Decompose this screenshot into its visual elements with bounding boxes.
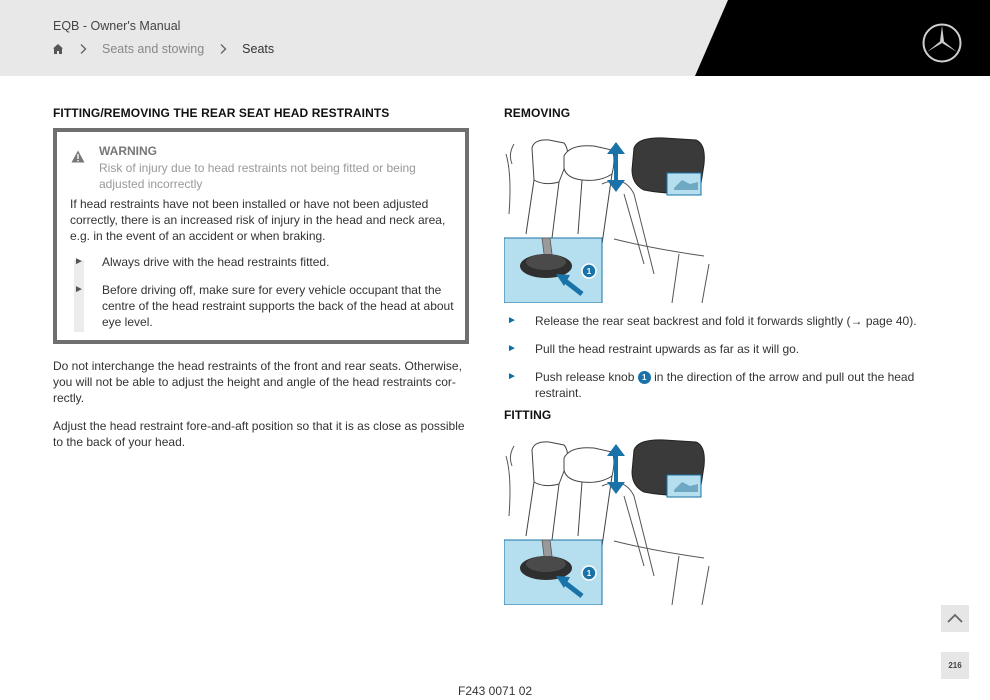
warning-box: [53, 128, 469, 344]
section-title: FITTING/REMOVING THE REAR SEAT HEAD RESTRAINTS: [53, 106, 390, 120]
breadcrumb-current: Seats: [242, 42, 275, 56]
warning-body: If head restraints have not been installed or have not been adjusted correctly, there is an increased risk of injury in the head and neck area, e.g. in the event of an accident or when braking.: [70, 197, 446, 243]
bullet-arrow-icon: ►: [507, 343, 517, 354]
step-item: [504, 341, 944, 357]
chevron-up-icon: [941, 605, 969, 632]
svg-text:1: 1: [586, 569, 592, 578]
chevron-right-icon: [78, 43, 88, 55]
fitting-title: FITTING: [504, 408, 552, 422]
paragraph: Adjust the head restraint fore-and-aft position so that it is as close as possible to the back of your head.: [53, 419, 465, 449]
step-item: [504, 369, 944, 401]
breadcrumb-link-seats-and-stowing[interactable]: Seats and stowing: [102, 42, 205, 56]
home-icon[interactable]: [52, 43, 64, 55]
page-number: 216: [941, 652, 969, 679]
fitting-illustration: [504, 436, 712, 605]
mercedes-star-logo: [921, 22, 963, 64]
head-restraint-illustration: [504, 134, 712, 303]
chevron-right-icon: [218, 43, 228, 55]
release-knob-badge: 1: [638, 371, 651, 384]
left-column: [53, 106, 469, 450]
removing-illustration: [504, 134, 712, 303]
step-text: in the direction of the arrow and pull out the head restraint.: [535, 370, 915, 400]
breadcrumb: [52, 42, 274, 56]
bullet-arrow-icon: ►: [507, 315, 517, 326]
doc-title: EQB - Owner's Manual: [53, 19, 181, 33]
scroll-to-top-button[interactable]: [941, 605, 969, 632]
bullet-arrow-icon: ►: [74, 256, 84, 267]
head-restraint-illustration: [504, 436, 712, 605]
removing-steps: [504, 313, 944, 401]
paragraph: Do not interchange the head restraints of the front and rear seats. Otherwise, you will not be able to adjust the height and angle of the head restraints cor-rectly.: [53, 359, 462, 405]
warning-label: WARNING: [99, 144, 157, 158]
warning-item-text: Always drive with the head restraints fitted.: [102, 255, 330, 269]
warning-triangle-icon: [71, 150, 85, 163]
right-column: [504, 106, 944, 605]
warning-list: [70, 254, 455, 342]
svg-text:1: 1: [586, 267, 592, 276]
warning-list-item: [70, 254, 455, 270]
removing-title: REMOVING: [504, 106, 571, 120]
step-text: Release the rear seat backrest and fold it forwards slightly (→ page 40).: [535, 314, 917, 328]
warning-item-text: Before driving off, make sure for every vehicle occupant that the centre of the head restraint supports the back of the head at about eye level.: [102, 283, 454, 329]
bullet-arrow-icon: ►: [507, 371, 517, 382]
bullet-arrow-icon: ►: [74, 284, 84, 295]
warning-subtitle: Risk of injury due to head restraints not being fitted or being adjusted incorrectly: [99, 161, 416, 191]
step-text: Pull the head restraint upwards as far as it will go.: [535, 342, 800, 356]
warning-list-item: [70, 282, 455, 330]
step-text: Push release knob: [535, 370, 635, 384]
step-item: [504, 313, 944, 329]
figure-code: F243 0071 02: [458, 684, 533, 698]
